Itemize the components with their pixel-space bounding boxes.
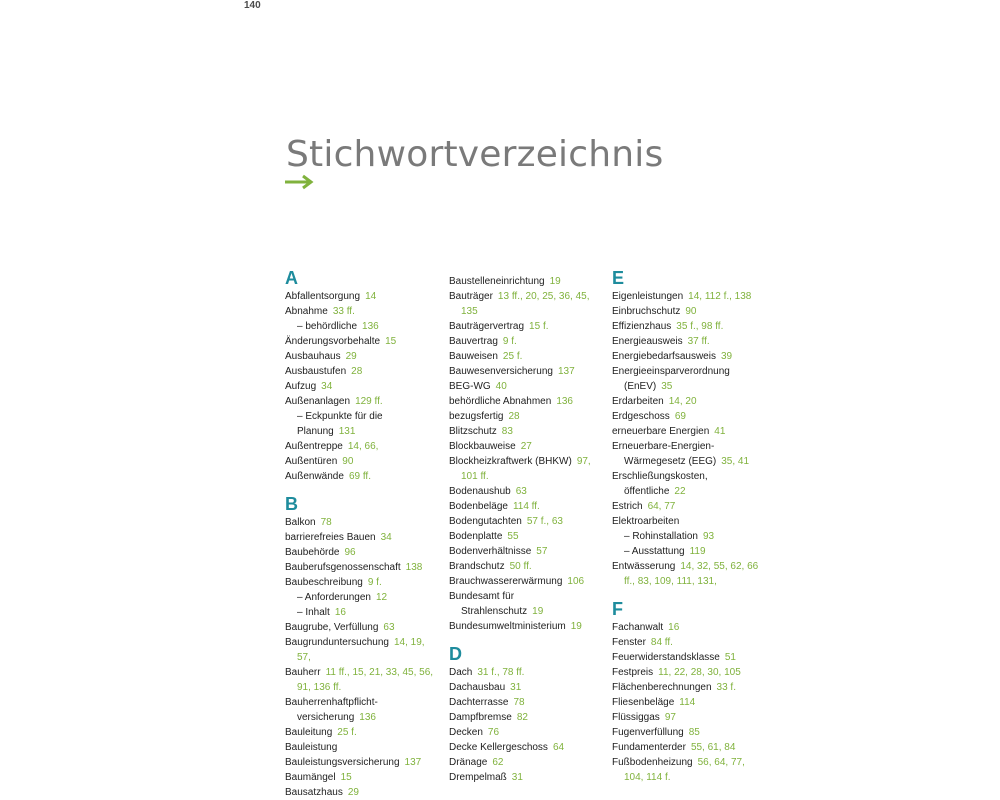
index-page-refs: 63 <box>383 622 395 633</box>
index-entry <box>285 755 435 770</box>
index-term: Energieeinsparverordnung <box>612 366 730 377</box>
index-entry <box>285 304 435 319</box>
index-entry <box>449 439 599 454</box>
index-term: Fugenverfüllung <box>612 727 684 738</box>
index-page-refs: 135 <box>461 306 478 317</box>
index-term: BEG-WG <box>449 381 491 392</box>
index-page-refs: 29 <box>347 787 359 798</box>
page-number: 140 <box>244 0 261 11</box>
index-term: Abfallentsorgung <box>285 291 361 302</box>
index-term: Bodenverhältnisse <box>449 546 532 557</box>
index-entry <box>449 680 599 695</box>
index-page-refs: 84 ff. <box>650 637 673 648</box>
index-page-refs: 57 f., 63 <box>526 516 563 527</box>
index-page-refs: 40 <box>495 381 507 392</box>
index-entry <box>612 650 762 665</box>
index-entry <box>612 334 762 349</box>
index-term: Bauherr <box>285 667 321 678</box>
index-entry <box>612 559 762 574</box>
index-page-refs: 56, 64, 77, <box>697 757 745 768</box>
index-entry <box>449 604 599 619</box>
index-entry <box>449 740 599 755</box>
index-term: Außentüren <box>285 456 338 467</box>
index-term: Baumängel <box>285 772 336 783</box>
index-page-refs: 55 <box>507 531 519 542</box>
index-term: Decken <box>449 727 483 738</box>
index-page-refs: 35 <box>661 381 673 392</box>
index-page-refs: 35, 41 <box>721 456 750 467</box>
index-page-refs: 13 ff., 20, 25, 36, 45, <box>497 291 590 302</box>
index-page-refs: 136 <box>359 712 376 723</box>
index-page-refs: 28 <box>508 411 520 422</box>
index-entry <box>612 755 762 770</box>
index-entry <box>612 770 762 785</box>
index-term: Erdarbeiten <box>612 396 664 407</box>
index-term: Außentreppe <box>285 441 343 452</box>
index-page-refs: 76 <box>487 727 500 738</box>
index-page-refs: 136 <box>362 321 379 332</box>
index-entry <box>285 620 435 635</box>
index-entry <box>449 589 599 604</box>
index-term: Strahlenschutz <box>461 606 528 617</box>
index-term: Bodenbeläge <box>449 501 508 512</box>
index-term: Ausbaustufen <box>285 366 347 377</box>
index-entry <box>449 574 599 589</box>
index-term: Baugrunduntersuchung <box>285 637 389 648</box>
index-entry <box>612 469 762 484</box>
index-term: Fundamenterder <box>612 742 686 753</box>
index-page-refs: 106 <box>567 576 585 587</box>
index-page-refs: 62 <box>492 757 504 768</box>
index-entry <box>449 710 599 725</box>
index-letter-heading: F <box>612 599 623 619</box>
index-entry <box>285 590 435 605</box>
index-page-refs: 83 <box>501 426 513 437</box>
index-term: (EnEV) <box>624 381 657 392</box>
index-term: Blitzschutz <box>449 426 497 437</box>
index-page-refs: 14, 112 f., 138 <box>688 291 752 302</box>
index-term: Aufzug <box>285 381 317 392</box>
index-term: behördliche Abnahmen <box>449 396 552 407</box>
index-page-refs: 57, <box>297 652 311 663</box>
index-page-refs: 57 <box>536 546 548 557</box>
index-page-refs: 69 <box>674 411 686 422</box>
index-entry <box>285 740 435 755</box>
index-entry <box>612 454 762 469</box>
index-term: bezugsfertig <box>449 411 504 422</box>
index-term: Bauleistungsversicherung <box>285 757 400 768</box>
index-entry <box>612 680 762 695</box>
index-term: Wärmegesetz (EEG) <box>624 456 717 467</box>
index-entry <box>285 695 435 710</box>
index-term: Effizienzhaus <box>612 321 672 332</box>
index-term: Einbruchschutz <box>612 306 681 317</box>
index-term: Drempelmaß <box>449 772 507 783</box>
index-page-refs: 14 <box>365 291 377 302</box>
index-entry <box>449 409 599 424</box>
index-entry <box>612 710 762 725</box>
index-page-refs: 31 <box>510 682 522 693</box>
index-page-refs: 41 <box>714 426 726 437</box>
index-page-refs: 31 f., 78 ff. <box>477 667 525 678</box>
index-page-refs: 119 <box>689 546 706 557</box>
index-entry <box>449 755 599 770</box>
index-entry <box>285 319 435 334</box>
index-term: Bauleistung <box>285 742 338 753</box>
index-column-1 <box>285 268 435 800</box>
index-entry <box>612 394 762 409</box>
index-entry <box>612 620 762 635</box>
index-term: Bundesumweltministerium <box>449 621 566 632</box>
index-page-refs: 90 <box>685 306 697 317</box>
index-term: Bauvertrag <box>449 336 498 347</box>
index-entry <box>612 364 762 379</box>
index-term: Brandschutz <box>449 561 505 572</box>
index-page-refs: 82 <box>516 712 528 723</box>
index-entry <box>449 319 599 334</box>
index-term: Dachterrasse <box>449 697 509 708</box>
index-page-refs: 29 <box>345 351 357 362</box>
index-entry <box>449 499 599 514</box>
index-term: Bausatzhaus <box>285 787 343 798</box>
index-entry <box>285 454 435 469</box>
index-page-refs: 55, 61, 84 <box>690 742 736 753</box>
index-term: Elektroarbeiten <box>612 516 680 527</box>
index-term: Änderungsvorbehalte <box>285 336 381 347</box>
index-term: Baubeschreibung <box>285 577 363 588</box>
index-page-refs: 14, 32, 55, 62, 66 <box>680 561 759 572</box>
index-page-refs: 11 ff., 15, 21, 33, 45, 56, <box>325 667 434 678</box>
index-page-refs: 90 <box>342 456 354 467</box>
index-entry <box>285 379 435 394</box>
index-page-refs: 114 ff. <box>512 501 540 512</box>
index-page-refs: 37 ff. <box>687 336 710 347</box>
index-page-refs: 51 <box>724 652 736 663</box>
index-entry <box>612 499 762 514</box>
index-page-refs: 97, <box>576 456 591 467</box>
index-page-refs: 31 <box>511 772 523 783</box>
index-page-refs: 137 <box>557 366 575 377</box>
index-page-refs: 104, 114 f. <box>624 772 671 783</box>
index-term: – Ausstattung <box>624 546 685 557</box>
index-page-refs: 15 <box>340 772 352 783</box>
index-term: Flächenberechnungen <box>612 682 712 693</box>
index-page-refs: 15 f. <box>529 321 549 332</box>
index-entry <box>612 379 762 394</box>
index-term: Erneuerbare-Energien- <box>612 441 715 452</box>
index-entry <box>285 575 435 590</box>
index-entry <box>612 484 762 499</box>
index-entry <box>612 665 762 680</box>
index-page-refs: 96 <box>344 547 356 558</box>
index-page-refs: 69 ff. <box>348 471 371 482</box>
index-term: Bauleitung <box>285 727 333 738</box>
index-term: Energiebedarfsausweis <box>612 351 716 362</box>
index-term: Balkon <box>285 517 316 528</box>
index-entry <box>285 289 435 304</box>
index-page-refs: 28 <box>351 366 363 377</box>
index-entry <box>612 409 762 424</box>
index-entry <box>612 544 762 559</box>
index-entry <box>612 514 762 529</box>
index-entry <box>449 725 599 740</box>
index-page-refs: 131 <box>338 426 356 437</box>
index-entry <box>449 364 599 379</box>
index-page-refs: 25 f. <box>502 351 523 362</box>
index-entry <box>285 439 435 454</box>
index-entry <box>612 319 762 334</box>
index-page-refs: 137 <box>404 757 422 768</box>
index-entry <box>285 665 435 680</box>
index-term: Energieausweis <box>612 336 683 347</box>
index-entry <box>612 304 762 319</box>
index-page-refs: 64 <box>552 742 565 753</box>
index-entry <box>285 605 435 620</box>
index-term: Entwässerung <box>612 561 676 572</box>
index-entry <box>612 635 762 650</box>
index-entry <box>285 710 435 725</box>
index-entry <box>285 409 435 424</box>
index-page-refs: 35 f., 98 ff. <box>676 321 724 332</box>
index-term: Dampfbremse <box>449 712 512 723</box>
index-term: Blockheizkraftwerk (BHKW) <box>449 456 572 467</box>
index-entry <box>449 394 599 409</box>
index-page-refs: 22 <box>674 486 686 497</box>
index-entry <box>285 560 435 575</box>
index-term: Planung <box>297 426 334 437</box>
index-entry <box>285 785 435 800</box>
index-term: Dränage <box>449 757 488 768</box>
index-page-refs: 39 <box>720 351 733 362</box>
index-entry <box>612 349 762 364</box>
index-term: öffentliche <box>624 486 670 497</box>
index-term: Dach <box>449 667 473 678</box>
index-entry <box>449 665 599 680</box>
index-page-refs: 19 <box>532 606 544 617</box>
index-entry <box>449 544 599 559</box>
index-page-refs: 9 f. <box>502 336 517 347</box>
index-term: Decke Kellergeschoss <box>449 742 548 753</box>
index-page-refs: 14, 20 <box>668 396 697 407</box>
index-page-refs: 34 <box>380 532 392 543</box>
index-term: Bauträgervertrag <box>449 321 525 332</box>
index-page-refs: 27 <box>520 441 532 452</box>
index-entry <box>612 529 762 544</box>
index-entry <box>449 454 599 469</box>
index-letter-heading: B <box>285 494 298 514</box>
index-page-refs: 101 ff. <box>461 471 489 482</box>
index-letter-heading: D <box>449 644 462 664</box>
index-entry <box>449 349 599 364</box>
index-page-refs: 136 <box>556 396 573 407</box>
index-page-refs: ff., 83, 109, 111, 131, <box>624 576 717 587</box>
index-term: Bundesamt für <box>449 591 515 602</box>
index-page-refs: 25 f. <box>337 727 357 738</box>
index-page-refs: 78 <box>320 517 332 528</box>
index-page-refs: 64, 77 <box>647 501 676 512</box>
index-term: Fenster <box>612 637 646 648</box>
index-entry <box>285 394 435 409</box>
index-term: Fußbodenheizung <box>612 757 693 768</box>
index-term: Brauchwassererwärmung <box>449 576 563 587</box>
index-entry <box>285 334 435 349</box>
index-entry <box>612 289 762 304</box>
index-entry <box>285 635 435 650</box>
index-term: Erdgeschoss <box>612 411 670 422</box>
index-entry <box>449 334 599 349</box>
index-term: Bauberufsgenossenschaft <box>285 562 401 573</box>
index-term: Baugrube, Verfüllung <box>285 622 379 633</box>
index-entry <box>449 424 599 439</box>
index-term: – Anforderungen <box>297 592 371 603</box>
index-term: Ausbauhaus <box>285 351 341 362</box>
index-term: – Eckpunkte für die <box>297 411 383 422</box>
index-term: Bauträger <box>449 291 493 302</box>
index-term: Bauweisen <box>449 351 498 362</box>
index-term: Fliesenbeläge <box>612 697 675 708</box>
index-entry <box>612 574 762 589</box>
index-entry <box>285 680 435 695</box>
index-term: Außenwände <box>285 471 344 482</box>
index-term: Feuerwiderstandsklasse <box>612 652 720 663</box>
index-entry <box>449 514 599 529</box>
index-entry <box>449 529 599 544</box>
index-entry <box>285 424 435 439</box>
index-term: Baubehörde <box>285 547 340 558</box>
index-page-refs: 97 <box>664 712 676 723</box>
index-entry <box>285 515 435 530</box>
index-term: Baustelleneinrichtung <box>449 276 545 287</box>
arrow-right-icon <box>285 174 315 190</box>
index-entry <box>612 740 762 755</box>
index-page-refs: 78 <box>513 697 525 708</box>
index-term: Bodengutachten <box>449 516 522 527</box>
index-term: Bauwesenversicherung <box>449 366 553 377</box>
index-term: – behördliche <box>297 321 358 332</box>
index-entry <box>285 469 435 484</box>
index-entry <box>449 619 599 634</box>
index-entry <box>449 559 599 574</box>
index-page-refs: 33 f. <box>716 682 736 693</box>
index-letter-heading: E <box>612 268 625 288</box>
index-entry <box>285 770 435 785</box>
index-term: Außenanlagen <box>285 396 351 407</box>
index-term: Abnahme <box>285 306 328 317</box>
index-page-refs: 19 <box>570 621 582 632</box>
index-entry <box>449 379 599 394</box>
index-term: Festpreis <box>612 667 654 678</box>
index-page-refs: 14, 19, <box>393 637 425 648</box>
index-term: Bodenaushub <box>449 486 511 497</box>
index-column-3 <box>612 268 762 785</box>
index-term: versicherung <box>297 712 355 723</box>
index-page-refs: 63 <box>515 486 527 497</box>
index-page-refs: 16 <box>668 622 680 633</box>
index-entry <box>285 364 435 379</box>
index-page-refs: 12 <box>375 592 388 603</box>
index-entry <box>449 289 599 304</box>
index-page-refs: 19 <box>549 276 561 287</box>
index-entry <box>285 650 435 665</box>
index-page-refs: 33 ff. <box>332 306 355 317</box>
index-term: Eigenleistungen <box>612 291 684 302</box>
index-entry <box>285 349 435 364</box>
index-page-refs: 85 <box>688 727 700 738</box>
index-page-refs: 9 f. <box>367 577 382 588</box>
page-title: Stichwortverzeichnis <box>286 134 664 175</box>
index-page-refs: 11, 22, 28, 30, 105 <box>658 667 741 678</box>
index-term: Erschließungskosten, <box>612 471 708 482</box>
index-term: Bodenplatte <box>449 531 503 542</box>
index-page-refs: 14, 66, <box>347 441 379 452</box>
index-entry <box>612 725 762 740</box>
index-term: Estrich <box>612 501 643 512</box>
index-page-refs: 50 ff. <box>509 561 532 572</box>
index-page-refs: 138 <box>405 562 423 573</box>
index-term: Bauherrenhaftpflicht- <box>285 697 378 708</box>
index-entry <box>612 439 762 454</box>
index-entry <box>285 530 435 545</box>
index-entry <box>612 695 762 710</box>
index-entry <box>449 304 599 319</box>
index-term: Dachausbau <box>449 682 506 693</box>
index-term: – Inhalt <box>297 607 330 618</box>
index-term: Flüssiggas <box>612 712 660 723</box>
index-term: barrierefreies Bauen <box>285 532 376 543</box>
index-letter-heading: A <box>285 268 298 288</box>
index-page-refs: 129 ff. <box>355 396 383 407</box>
index-entry <box>612 424 762 439</box>
index-entry <box>285 725 435 740</box>
index-column-2 <box>449 274 599 785</box>
index-page-refs: 114 <box>679 697 696 708</box>
index-page-refs: 91, 136 ff. <box>297 682 342 693</box>
index-entry <box>449 484 599 499</box>
index-entry <box>449 770 599 785</box>
index-page-refs: 93 <box>702 531 715 542</box>
index-entry <box>285 545 435 560</box>
index-page-refs: 15 <box>385 336 397 347</box>
index-page-refs: 16 <box>334 607 346 618</box>
index-entry <box>449 469 599 484</box>
index-term: Blockbauweise <box>449 441 516 452</box>
index-term: erneuerbare Energien <box>612 426 710 437</box>
index-page-refs: 34 <box>321 381 333 392</box>
index-term: – Rohinstallation <box>624 531 698 542</box>
index-entry <box>449 695 599 710</box>
index-entry <box>449 274 599 289</box>
index-term: Fachanwalt <box>612 622 664 633</box>
